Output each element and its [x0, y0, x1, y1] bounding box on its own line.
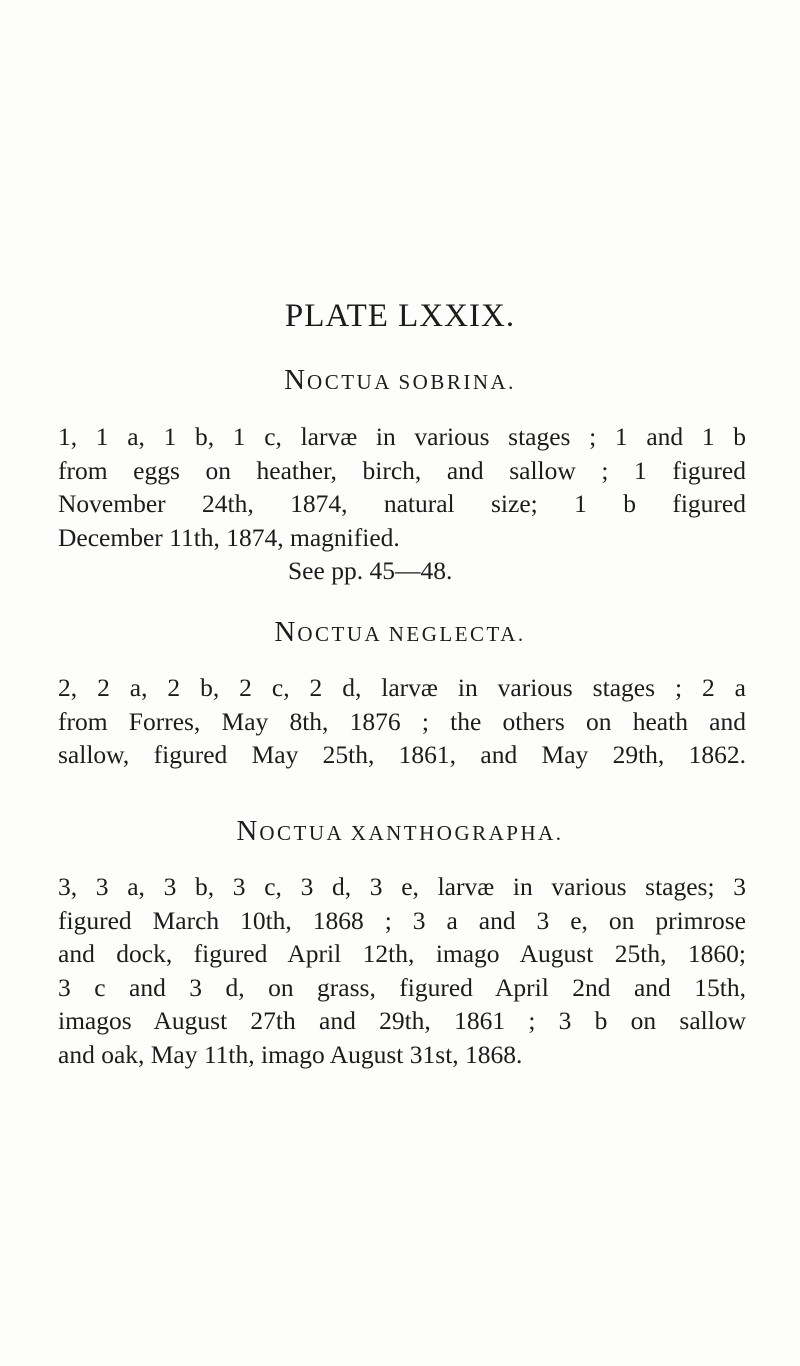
text-line: 3 c and 3 d, on grass, figured April 2nd and 15th,	[58, 972, 746, 1002]
text-line: 2, 2 a, 2 b, 2 c, 2 d, larvæ in various stages ; 2 a	[58, 673, 746, 702]
species-name: OCTUA XANTHOGRAPHA.	[259, 821, 564, 845]
text-line: figured March 10th, 1868 ; 3 a and 3 e, on primrose	[58, 905, 746, 935]
text-line: from eggs on heather, birch, and sallow ; 1 figured	[58, 455, 746, 485]
text-line: November 24th, 1874, natural size; 1 b figured	[58, 489, 746, 518]
species-name: OCTUA SOBRINA.	[307, 370, 516, 394]
species-heading-sobrina	[0, 364, 800, 397]
text-line: 1, 1 a, 1 b, 1 c, larvæ in various stages ; 1 and 1 b	[58, 422, 746, 451]
description-xanthographa	[58, 870, 746, 1071]
species-heading-xanthographa	[0, 815, 800, 848]
species-initial: N	[236, 815, 260, 847]
species-heading-neglecta	[0, 616, 800, 649]
plate-title: PLATE LXXIX.	[284, 298, 516, 334]
text-line: imagos August 27th and 29th, 1861 ; 3 b on sallow	[58, 1006, 746, 1035]
page-reference: See pp. 45—48.	[288, 556, 453, 585]
text-line: December 11th, 1874, magnified.	[58, 522, 400, 552]
text-line: from Forres, May 8th, 1876 ; the others on heath and	[58, 706, 746, 736]
text-line: and dock, figured April 12th, imago August 25th, 1860;	[58, 939, 746, 968]
description-neglecta	[58, 671, 746, 772]
description-sobrina	[58, 420, 746, 588]
text-line: 3, 3 a, 3 b, 3 c, 3 d, 3 e, larvæ in various stages; 3	[58, 872, 746, 901]
species-initial: N	[274, 616, 298, 648]
species-initial: N	[284, 364, 308, 396]
species-name: OCTUA NEGLECTA.	[297, 622, 526, 646]
text-line: sallow, figured May 25th, 1861, and May 29th, 1862.	[58, 740, 746, 769]
text-line: and oak, May 11th, imago August 31st, 1868.	[58, 1039, 523, 1069]
